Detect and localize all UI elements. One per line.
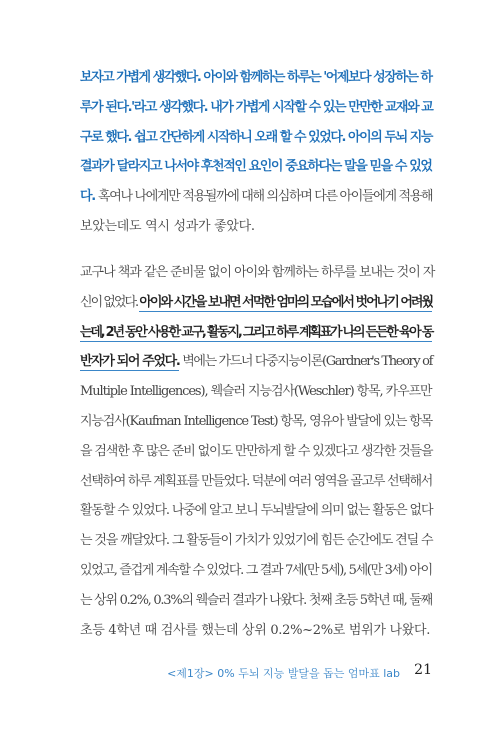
text-line: [80, 158, 432, 176]
text-segment: 결과가 달라지고 나서야 후천적인 요인이 중요하다는 말을 믿을 수 있었: [80, 159, 432, 175]
text-line: [80, 324, 432, 342]
text-line: [80, 562, 432, 580]
text-line: [80, 69, 432, 87]
text-segment: 혹여나 나에게만 적용될까에 대해 의심하며 다른 아이들에게 적용해: [98, 189, 433, 205]
text-segment: 선택하여 하루 계획표를 만들었다. 덕분에 여러 영역을 골고루 선택해서: [80, 473, 432, 489]
text-segment: 보자고 가볍게 생각했다. 아이와 함께하는 하루는 '어제보다 성장하는 하: [80, 70, 432, 85]
text-line: [80, 443, 432, 461]
page-number: 21: [414, 662, 432, 678]
text-line: [80, 622, 432, 640]
text-line: [80, 129, 432, 147]
text-line: [80, 353, 432, 371]
chapter-footer: [167, 665, 400, 681]
text-segment: 아이와 시간을 보내면 서먹한 엄마의 모습에서 벗어나기 어려웠: [139, 294, 433, 310]
text-segment: 루가 된다.'라고 생각했다. 내가 가볍게 시작할 수 있는 만만한 교재와 교: [80, 99, 433, 115]
text-segment: 보았는데도 역시 성과가 좋았다.: [80, 219, 255, 234]
text-line: [80, 532, 432, 550]
text-line: [80, 383, 432, 401]
text-segment: 다.: [80, 189, 99, 205]
text-line: [80, 413, 432, 431]
text-segment: 는 상위 0.2%, 0.3%의 웩슬러 결과가 나왔다. 첫째 초등 5학년 때, 둘째: [80, 592, 432, 608]
text-line: [80, 188, 432, 206]
text-line: [80, 592, 432, 610]
text-segment: 는 것을 깨달았다. 그 활동들이 가치가 있었기에 힘든 순간에도 견딜 수: [80, 533, 433, 549]
text-segment: Multiple Intelligences), 웩슬러 지능검사(Weschler) 항목, 카우프만: [80, 384, 432, 400]
text-segment: 교구나 책과 같은 준비물 없이 아이와 함께하는 하루를 보내는 것이 자: [80, 265, 435, 280]
text-line: [80, 99, 432, 117]
text-segment: 을 검색한 후 많은 준비 없이도 만만하게 할 수 있겠다고 생각한 것들을: [80, 443, 433, 459]
text-line: [80, 473, 432, 491]
text-segment: 신이 없었다.: [80, 294, 140, 310]
text-line: [80, 294, 432, 312]
text-line: [80, 502, 432, 520]
text-line: [80, 264, 435, 282]
text-segment: 반자가 되어 주었다.: [80, 354, 180, 370]
text-line: [80, 218, 432, 236]
text-segment: 는데, 2년 동안 사용한 교구, 활동지, 그리고 하루 계획표가 나의 든든한 육아 동: [80, 324, 433, 340]
text-segment: 구로 했다. 쉽고 간단하게 시작하니 오래 할 수 있었다. 아이의 두뇌 지능: [80, 129, 432, 145]
chapter-title: <제1장> 0% 두뇌 지능 발달을 돕는 엄마표 lab: [167, 667, 400, 680]
text-segment: 활동할 수 있었다. 나중에 알고 보니 두뇌발달에 의미 없는 활동은 없다: [80, 503, 433, 519]
text-segment: 지능검사(Kaufman Intelligence Test) 항목, 영유아 발달에 있는 항목: [80, 414, 433, 429]
text-segment: 있었고, 즐겁게 계속할 수 있었다. 그 결과 7세(만 5세), 5세(만 3세) 아이: [80, 563, 432, 578]
text-segment: 초등 4학년 때 검사를 했는데 상위 0.2%~2%로 범위가 나왔다.: [80, 622, 431, 638]
text-segment: 벽에는 가드너 다중지능이론(Gardner's Theory of: [179, 354, 433, 370]
